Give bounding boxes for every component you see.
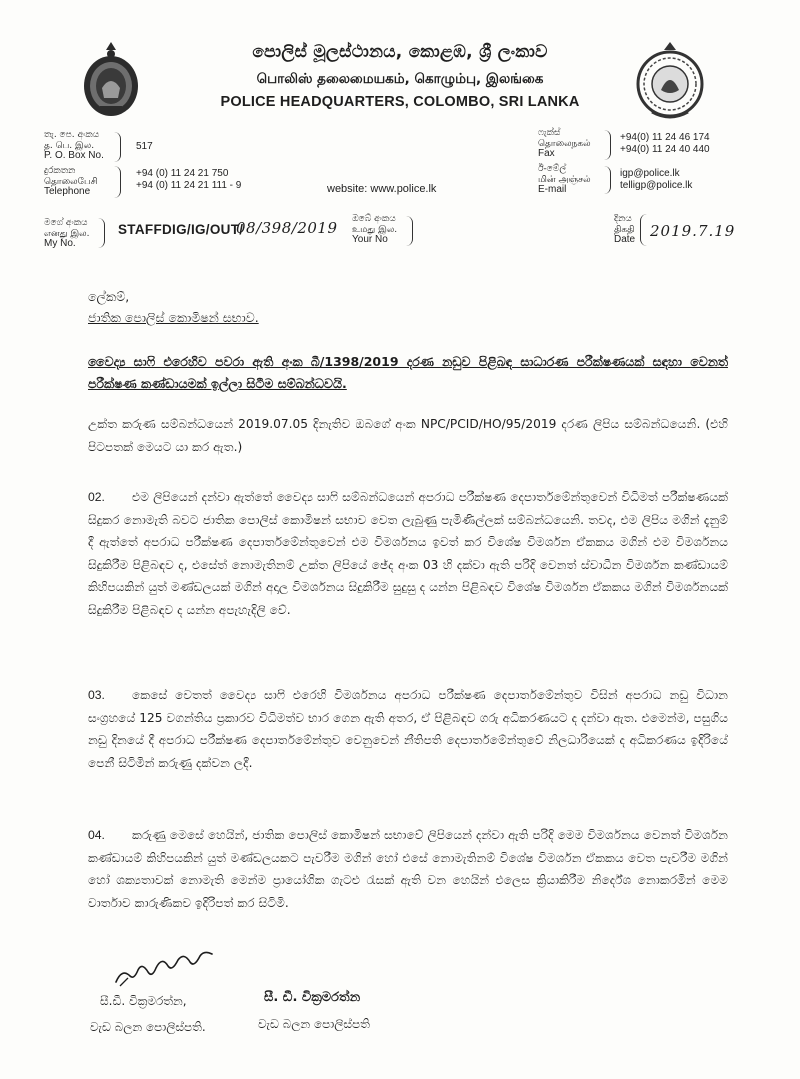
date-label: දිනය திகதி Date [614,214,636,245]
pobox-label: තැ. පෙ. අංකය த. பெ. இல. P. O. Box No. [44,130,104,161]
paragraph-02-text: එම ලිපියෙන් දන්වා ඇත්තේ වෛද්‍ය සාෆි සම්බන්ධයෙන් අපරාධ පරීක්ෂණ දෙපාර්තමේන්තුවෙන් විධිමත් පරීක්ෂණයක් සිදුකර නොමැති බවට ජාතික පොලිස් කොමිෂන් සභාව වෙත ලැබුණු පැමිණිල්ලක් සම්බන්ධයෙනි. තවද, එම ලිපිය මගින් දැනුම් දී ඇත්තේ අපරාධ පරීක්ෂණ දෙපාර්තමේන්තුවෙන් එම විමර්ශනය ඉවත් කර විශේෂ විමර්ශන ඒකකය මගින් එම විමර්ශනය සිදුකිරීම පිළිබඳව ද, එසේත් නොමැතිනම් උක්ත ලිපියේ ඡේද අංක 03 හි දක්වා ඇති පරිදි වෙනත් ස්වාධීන විමර්ශන කණ්ඩායම් කිහිපයකින් යුත් මණ්ඩලයක් මගින් අදාල විමර්ශනය සිදුකිරීම සුදුසු ද යන්න පිළිබඳව විශේෂ විමර්ශන ඒකකය මගින් විමර්ශනයක් සිදුකිරීම පිළිබඳව ද යන්න අපැහැදිලි වේ. [88,490,728,617]
header-title-sinhala: පොලිස් මූලස්ථානය, කොළඹ, ශ්‍රී ලංකාව [252,42,548,62]
pobox-brace [114,132,121,162]
fax-label: ෆැක්ස් தொலைநகல் Fax [538,128,591,159]
police-emblem-left-icon [80,40,142,118]
stamp-name: සී. ඩී. වික්‍රමරත්න [264,990,361,1005]
email-brace [604,166,611,194]
my-no-handwritten: 08/398/2019 [236,219,338,237]
recipient-line1: ලේකම්, [88,289,130,304]
telephone-values: +94 (0) 11 24 21 750 +94 (0) 11 24 21 111 - 9 [136,168,242,191]
email-label: ඊ-මේල් மின் அஞ்சல் E-mail [538,164,591,195]
fax-brace [604,130,611,160]
paragraph-03-number: 03. [88,688,105,702]
website-text: website: www.police.lk [327,183,437,195]
signoff-name: සී.ඩී. වික්‍රමරත්න, [100,994,187,1008]
date-brace [640,214,647,246]
my-no-printed: STAFFDIG/IG/OUT/ [118,222,244,237]
letter-subject: වෛද්‍ය සාෆි එරෙහිව පවරා ඇති අංක බී/1398/2019 දරණ නඩුව පිළිබඳ සාධාරණ පරීක්ෂණයක් සඳහා වෙනත් පරීක්ෂණ කණ්ඩායමක් ඉල්ලා සිටීම සම්බන්ධවයි. [88,354,728,391]
paragraph-04 [88,824,728,914]
your-no-label: ඔබේ අංකය உமது இல. Your No [352,214,398,245]
intro-paragraph: උක්ත කරුණ සම්බන්ධයෙන් 2019.07.05 දිනැතිව ඔබගේ අංක NPC/PCID/HO/95/2019 දරණ ලිපිය සම්බන්ධයෙනි. (එහි පිටපතක් මෙයට යා කර ඇත.) [88,417,728,454]
paragraph-02 [88,486,728,621]
paragraph-04-number: 04. [88,828,105,842]
telephone-label: දුරකතන தொலைபேசி Telephone [44,166,98,197]
header-title-tamil: பொலிஸ் தலைமையகம், கொழும்பு, இலங்கை [256,71,544,87]
paragraph-04-text: කරුණු මෙසේ හෙයින්, ජාතික පොලිස් කොමිෂන් සභාවේ ලිපියෙන් දන්වා ඇති පරිදි මෙම විමර්ශනය වෙනත් විමර්ශන කණ්ඩායම් කිහිපයකින් යුත් මණ්ඩලයකට පැවරීම මගින් හෝ එසේ නොමැතිනම් විශේෂ විමර්ශන ඒකකය වෙත පැවරීම මගින් හෝ ශක්‍යතාවක් නොමැති මෙන්ම ප්‍රායෝගික ගැටළු රැසක් ඇති වන හෙයින් එලෙස ක්‍රියාකිරීම නිර්දේශ නොකරමින් මෙම වාර්තාව කාරුණිකව ඉදිරිපත් කර සිටිමි. [88,828,728,910]
paragraph-02-number: 02. [88,490,105,504]
header-title-english: POLICE HEADQUARTERS, COLOMBO, SRI LANKA [220,94,580,110]
signoff-title: වැඩ බලන පොලිස්පති. [90,1020,206,1034]
recipient-line2: ජාතික පොලිස් කොමිෂන් සභාව. [88,310,259,325]
date-handwritten: 2019.7.19 [650,222,736,240]
my-no-label: මගේ අංකය எனது இல. My No. [44,218,90,249]
telephone-brace [114,166,121,198]
pobox-value: 517 [136,141,153,152]
handwritten-signature [108,938,228,988]
my-no-brace [98,218,105,248]
paragraph-03 [88,684,728,774]
fax-values: +94(0) 11 24 46 174 +94(0) 11 24 40 440 [620,132,710,155]
stamp-title: වැඩ බලන පොලිස්පති [258,1017,370,1031]
your-no-brace [406,216,413,246]
email-values: igp@police.lk telligp@police.lk [620,168,693,191]
paragraph-03-text: කෙසේ වෙතත් වෛද්‍ය සාෆි එරෙහි විමර්ශනය අපරාධ පරීක්ෂණ දෙපාර්තමේන්තුව විසින් අපරාධ නඩු විධාන සංග්‍රහයේ 125 වගන්තිය ප්‍රකාරව විධිමත්ව භාර ගෙන ඇති අතර, ඒ පිළිබඳව ගරු අධිකරණයට ද දන්වා ඇත. එමෙන්ම, පසුගිය නඩු දිනයේ දී අපරාධ පරීක්ෂණ දෙපාර්තමේන්තුව වෙනුවෙන් නීතිපති දෙපාර්තමේන්තුවේ නිලධාරියෙක් ද අධිකරණය ඉදිරියේ පෙනී සිටිමින් කරුණු දක්වන ලදී. [88,688,728,770]
